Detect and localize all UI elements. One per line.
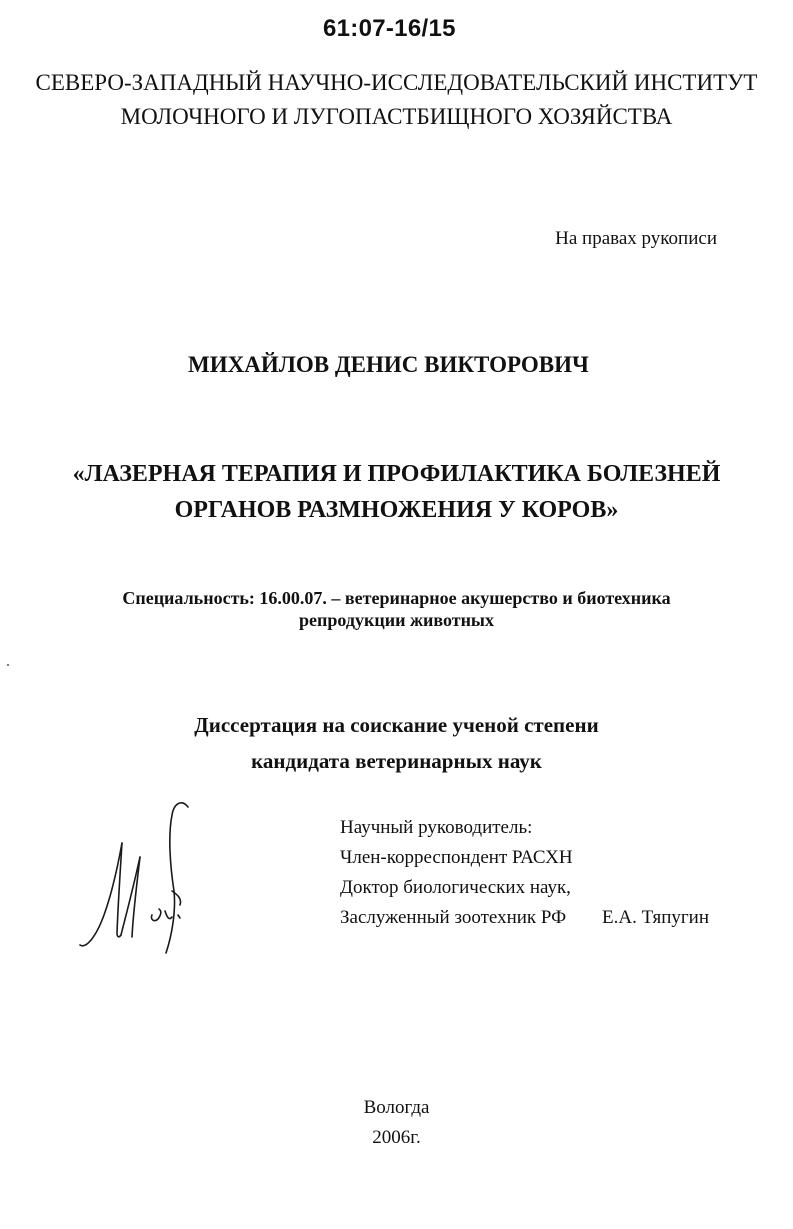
specialty-line-2: репродукции животных [298,610,494,630]
title-line-2: ОРГАНОВ РАЗМНОЖЕНИЯ У КОРОВ» [174,497,619,523]
degree-line-2: кандидата ветеринарных наук [251,749,542,773]
institution-line-2: МОЛОЧНОГО И ЛУГОПАСТБИЩНОГО ХОЗЯЙСТВА [120,104,673,129]
institution-name [0,66,793,134]
dissertation-title [0,456,793,528]
supervisor-heading: Научный руководитель: [340,817,533,838]
degree-line-1: Диссертация на соискание ученой степени [194,713,599,737]
dissertation-degree [0,707,793,779]
institution-line-1: СЕВЕРО-ЗАПАДНЫЙ НАУЧНО-ИССЛЕДОВАТЕЛЬСКИЙ ИНСТИТУТ [35,70,758,95]
author-name: МИХАЙЛОВ ДЕНИС ВИКТОРОВИЧ [188,352,589,377]
supervisor-title-1: Член-корреспондент РАСХН [340,847,573,868]
title-line-1: «ЛАЗЕРНАЯ ТЕРАПИЯ И ПРОФИЛАКТИКА БОЛЕЗНЕЙ [72,461,721,487]
handwritten-signature [70,795,200,960]
archive-code: 61:07-16/15 [323,15,456,42]
specialty-line-1: Специальность: 16.00.07. – ветеринарное акушерство и биотехника [122,588,671,608]
city: Вологда [363,1097,430,1118]
supervisor-title-3: Заслуженный зоотехник РФ [340,907,567,928]
supervisor-block [340,813,709,933]
manuscript-rights-note: На правах рукописи [555,228,717,249]
place-and-year [0,1093,793,1153]
year: 2006г. [372,1127,421,1148]
scan-speck [7,664,9,666]
specialty [0,587,793,631]
supervisor-name: Е.А. Тяпугин [602,907,709,928]
supervisor-title-2: Доктор биологических наук, [340,877,571,898]
